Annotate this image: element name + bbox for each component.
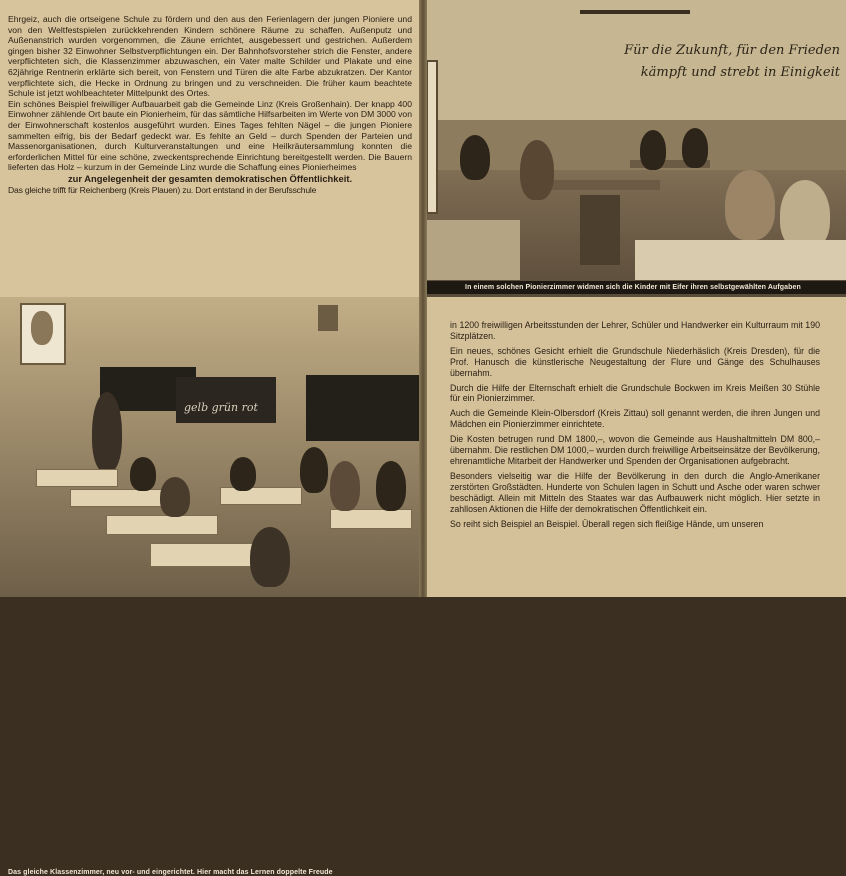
photo-classroom xyxy=(0,297,421,876)
photo-bottom-caption: Das gleiche Klassenzimmer, neu vor- und eingerichtet. Hier macht das Lernen doppelte Freude xyxy=(8,869,333,876)
right-text-block xyxy=(450,320,820,533)
photo-child-1 xyxy=(460,135,490,180)
photo-table-1 xyxy=(550,180,660,190)
banner-line-2: kämpft und strebt in Einigkeit xyxy=(640,65,840,80)
photo-pupil-6 xyxy=(376,461,406,511)
photo-pupil-2 xyxy=(160,477,190,517)
photo-door-edge xyxy=(426,60,438,214)
right-paragraph-1: in 1200 freiwilligen Arbeitsstunden der Lehrer, Schüler und Handwerker ein Kulturraum mit 190 Sitzplätzen. xyxy=(450,320,820,341)
left-paragraph-1: Ehrgeiz, auch die ortseigene Schule zu fördern und den aus den Ferienlagern der jungen Pioniere und von den Weltfestspielen zurückkehrenden Kindern schönere Räume zu schaffen. Außenputz und Außenanstrich wurden vorgenommen, die Zäune errichtet, ausgebessert und gestrichen. Außerdem gingen bisher 32 Einwohner Selbstverpflichtungen ein. Der Bahnhofsvorsteher strich die Fenster, andere verpflichteten sich, die Klassenzimmer abzuwaschen, ein Vater malte Schilder und Plakate und eine 62jährige Rentnerin erklärte sich bereit, von Fenstern und Türen die alte Farbe abzukratzen. Der Kantor verpflichtete sich, die Hecke in Ordnung zu bringen und zu verschneiden. Die früher kaum beachtete Schule ist jetzt wohlbeachteter Mittelpunkt des Ortes. xyxy=(8,14,412,99)
photo-top-banner xyxy=(580,40,840,92)
portrait-face xyxy=(31,311,53,345)
left-paragraph-2: Ein schönes Beispiel freiwilliger Aufbauarbeit gab die Gemeinde Linz (Kreis Großenhain). Der knapp 400 Einwohner zählende Ort baute ein Pionierheim, für das sämtliche Hilfsarbeiten im Werte von DM 3000 von der Einwohnerschaft kostenlos ausgeführt wurden. Eines Tages fehlten Nägel – die jungen Pioniere sammelten eifrig, bis der Bedarf gedeckt war. Es fehlte an Geld – durch Spenden der Parteien und Massenorganisationen, durch Kulturveranstaltungen und eine Heilkräutersammlung konnten die erforderlichen Mittel für eine schöne, zweckentsprechende Einrichtung bereitgestellt werden. Die Bauern lieferten das Holz – kurzum in der Gemeinde Linz wurde die Schaffung eines Pionierheimes xyxy=(8,98,412,173)
right-paragraph-4: Auch die Gemeinde Klein-Olbersdorf (Kreis Zittau) soll genannt werden, die ihren Jungen und Mädchen ein Pionierzimmer einrichtete. xyxy=(450,408,820,430)
photo-wall-picture xyxy=(318,305,338,331)
photo-desk-3 xyxy=(106,515,218,535)
photo-desk-6 xyxy=(330,509,412,529)
photo-child-2 xyxy=(520,140,554,200)
photo-blackboard-center xyxy=(176,377,276,423)
photo-pupil-1 xyxy=(130,457,156,491)
photo-pupil-5 xyxy=(330,461,360,511)
left-last-line: Das gleiche trifft für Reichenberg (Kreis Plauen) zu. Dort entstand in der Berufsschule xyxy=(8,184,317,195)
photo-desk-2 xyxy=(70,489,162,507)
photo-shelf xyxy=(580,10,690,14)
right-paragraph-6: Besonders vielseitig war die Hilfe der Bevölkerung in den durch die Anglo-Amerikaner zerstörten Großstädten. Hunderte von Schulen lagen in Schutt und Asche oder waren schwer beschädigt. Allein mit Mitteln des Staates war das Aufbauwerk nicht möglich. Hier setzte in zahllosen Aktionen die Hilfe der demokratischen Öffentlichkeit ein. xyxy=(450,470,820,514)
photo-pupil-4 xyxy=(300,447,328,493)
photo-portrait xyxy=(20,303,66,365)
photo-desk-1 xyxy=(36,469,118,487)
right-paragraph-2: Ein neues, schönes Gesicht erhielt die Grundschule Niederhäslich (Kreis Dresden), für die Prof. Hanusch die künstlerische Neugestaltung der Flure und Gänge des Schulhauses übernahm. xyxy=(450,345,820,378)
photo-top-caption: In einem solchen Pionierzimmer widmen sich die Kinder mit Eifer ihren selbstgewählten Aufgaben xyxy=(420,281,846,294)
photo-foreground-table xyxy=(635,240,846,280)
photo-child-5 xyxy=(725,170,775,240)
photo-pupil-7 xyxy=(250,527,290,587)
photo-desk-4 xyxy=(150,543,262,567)
banner-line-1: Für die Zukunft, für den Frieden xyxy=(624,43,840,58)
photo-chair xyxy=(580,195,620,265)
right-paragraph-3: Durch die Hilfe der Elternschaft erhielt die Grundschule Bockwen im Kreis Meißen 30 Stühle für ein Pionierzimmer. xyxy=(450,382,820,404)
photo-teacher xyxy=(92,392,122,472)
right-paragraph-5: Die Kosten betrugen rund DM 1800,–, wovon die Gemeinde aus Haushaltmitteln DM 800,– übernahm. Die restlichen DM 1000,– wurden durch freiwillige Arbeitseinsätze der Bevölkerung, ehrenamtliche Mitarbeit der Handwerker und Spenden der Organisationen aufgebracht. xyxy=(450,434,820,466)
photo-blackboard-right xyxy=(306,375,420,441)
left-emphasis-line: zur Angelegenheit der gesamten demokratischen Öffentlichkeit. xyxy=(67,172,353,184)
photo-desk-left xyxy=(420,220,520,280)
left-text-block xyxy=(8,14,412,195)
photo-pupil-3 xyxy=(230,457,256,491)
photo-child-3 xyxy=(640,130,666,170)
right-paragraph-7: So reiht sich Beispiel an Beispiel. Überall regen sich fleißige Hände, um unseren xyxy=(450,518,764,529)
page-gutter xyxy=(419,0,427,597)
blackboard-chalk-text: gelb grün rot xyxy=(184,401,258,414)
photo-child-4 xyxy=(682,128,708,168)
photo-desk-5 xyxy=(220,487,302,505)
